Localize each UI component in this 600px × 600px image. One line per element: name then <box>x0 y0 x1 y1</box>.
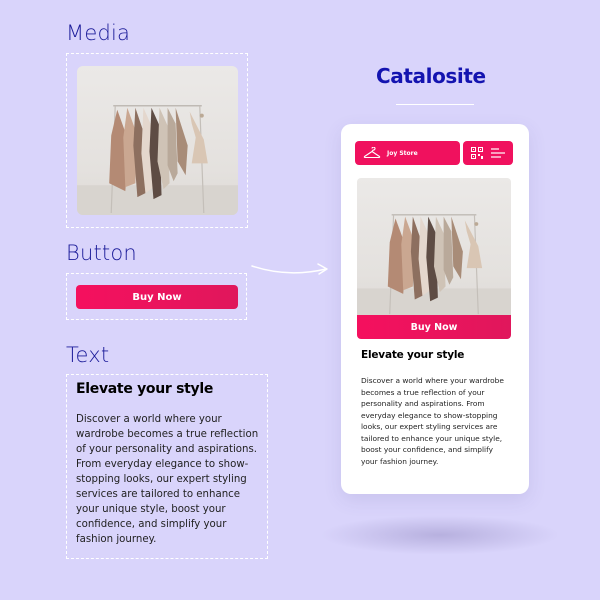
buy-now-button[interactable]: Buy Now <box>76 285 238 309</box>
phone-shadow <box>320 515 560 555</box>
phone-media-photo <box>357 178 511 316</box>
brand-title: Catalosite <box>376 64 486 88</box>
button-label: Button <box>66 241 137 265</box>
qr-menu-button[interactable] <box>463 141 513 165</box>
qr-code-icon <box>471 147 483 159</box>
media-label: Media <box>66 21 131 45</box>
media-photo <box>77 66 238 215</box>
clothing-rack-image <box>357 178 511 316</box>
clothing-rack-image <box>77 66 238 215</box>
text-label: Text <box>66 343 110 367</box>
text-paragraph: Discover a world where your wardrobe becomes a true reflection of your personality and aspirations. From everyday elegance to show-stopping looks, our expert styling services are tailored to enhance your unique style, boost your confidence, and simplify your fashion journey. <box>76 414 259 545</box>
phone-buy-now-button[interactable]: Buy Now <box>357 315 511 339</box>
text-heading: Elevate your style <box>76 381 214 397</box>
phone-text-paragraph: Discover a world where your wardrobe becomes a true reflection of your personality and aspirations. From everyday elegance to show-stopping looks, our expert styling services are tailored to enhance your unique style, boost your confidence, and simplify your fashion journey. <box>361 376 504 466</box>
store-header-button[interactable] <box>355 141 460 165</box>
store-name: Joy Store <box>387 149 418 157</box>
menu-icon <box>491 148 505 158</box>
text-block <box>76 381 264 547</box>
hanger-icon <box>363 147 381 159</box>
arrow-icon <box>248 258 332 282</box>
phone-text-heading: Elevate your style <box>361 349 465 361</box>
phone-text-block <box>361 349 509 467</box>
brand-underline <box>396 104 474 105</box>
